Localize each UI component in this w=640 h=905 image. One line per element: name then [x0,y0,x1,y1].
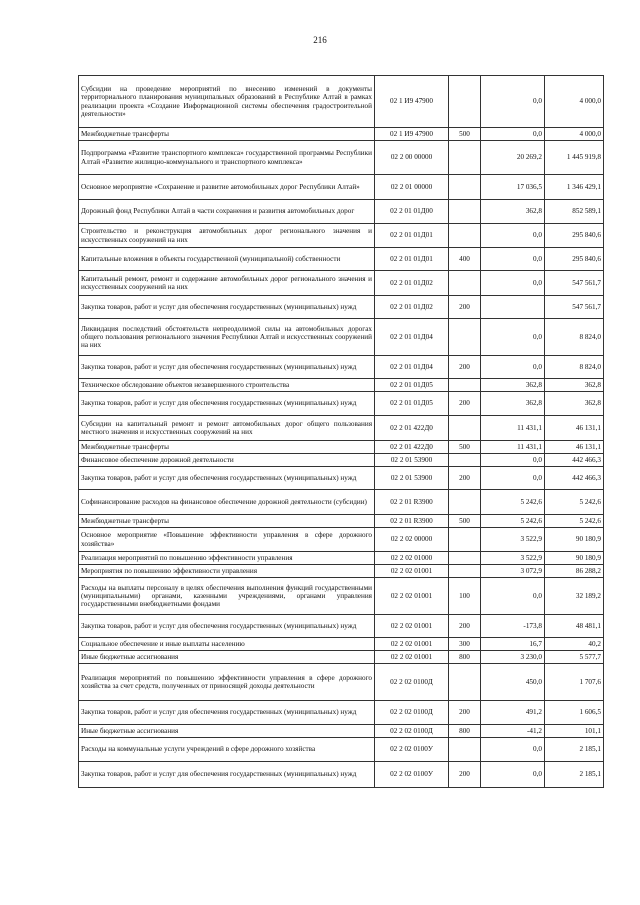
row-expense-type: 100 [449,578,481,615]
row-name: Техническое обследование объектов незавершенного строительства [79,379,375,392]
row-expense-type: 500 [449,441,481,454]
row-change-amount: 0,0 [481,248,545,271]
table-row [79,490,604,515]
table-row [79,651,604,664]
row-name: Субсидии на проведение мероприятий по внесению изменений в документы территориального планирования муниципальных образований в Республике Алтай в рамках реализации проекта «Создание Информационной системы обеспечения градостроительной деятельности» [79,76,375,128]
row-total-amount: 4 000,0 [545,128,604,141]
row-total-amount: 86 288,2 [545,565,604,578]
row-change-amount: 0,0 [481,271,545,296]
row-code: 02 2 01 422Д0 [375,416,449,441]
page-number: 216 [313,35,327,45]
row-code: 02 1 И9 47900 [375,76,449,128]
row-total-amount: 2 185,1 [545,738,604,762]
table-row [79,701,604,725]
row-expense-type [449,175,481,200]
row-expense-type [449,664,481,701]
row-code: 02 2 02 0100Д [375,725,449,738]
row-code: 02 2 02 0100Д [375,701,449,725]
row-change-amount: 0,0 [481,738,545,762]
row-total-amount: 48 481,1 [545,615,604,638]
row-expense-type: 200 [449,392,481,416]
table-row [79,379,604,392]
row-change-amount: 0,0 [481,578,545,615]
row-expense-type: 800 [449,651,481,664]
row-change-amount: 3 072,9 [481,565,545,578]
row-change-amount: 491,2 [481,701,545,725]
row-change-amount: 0,0 [481,76,545,128]
row-expense-type [449,319,481,356]
row-expense-type: 400 [449,248,481,271]
row-code: 02 2 01 01Д05 [375,379,449,392]
row-change-amount: 0,0 [481,224,545,248]
row-code: 02 2 02 0100У [375,738,449,762]
row-name: Закупка товаров, работ и услуг для обеспечения государственных (муниципальных) нужд [79,615,375,638]
row-total-amount: 295 840,6 [545,248,604,271]
row-code: 02 2 02 00000 [375,528,449,552]
row-name: Мероприятия по повышению эффективности управления [79,565,375,578]
row-total-amount: 2 185,1 [545,762,604,788]
table-row [79,271,604,296]
row-expense-type [449,416,481,441]
row-name: Социальное обеспечение и иные выплаты населению [79,638,375,651]
row-code: 02 2 01 01Д05 [375,392,449,416]
row-code: 02 2 01 53900 [375,454,449,467]
row-change-amount [481,296,545,319]
row-name: Основное мероприятие «Повышение эффективности управления в сфере дорожного хозяйства» [79,528,375,552]
row-expense-type [449,271,481,296]
row-name: Реализация мероприятий по повышению эффективности управления в сфере дорожного хозяйства за счет средств, полученных от приносящей доходы деятельности [79,664,375,701]
row-name: Реализация мероприятий по повышению эффективности управления [79,552,375,565]
row-total-amount: 101,1 [545,725,604,738]
table-row [79,416,604,441]
row-expense-type: 200 [449,762,481,788]
row-total-amount: 5 577,7 [545,651,604,664]
row-code: 02 2 02 0100Д [375,664,449,701]
row-change-amount: 5 242,6 [481,515,545,528]
row-change-amount: 3 230,0 [481,651,545,664]
table-row [79,454,604,467]
row-code: 02 1 И9 47900 [375,128,449,141]
row-change-amount: 362,8 [481,392,545,416]
row-name: Подпрограмма «Развитие транспортного комплекса» государственной программы Республики Алтай «Развитие жилищно-коммунального и транспортного комплекса» [79,141,375,175]
row-code: 02 2 01 422Д0 [375,441,449,454]
row-code: 02 2 02 01000 [375,552,449,565]
row-total-amount: 295 840,6 [545,224,604,248]
row-total-amount: 547 561,7 [545,271,604,296]
table-row [79,515,604,528]
row-name: Софинансирование расходов на финансовое обеспечение дорожной деятельности (субсидии) [79,490,375,515]
row-name: Закупка товаров, работ и услуг для обеспечения государственных (муниципальных) нужд [79,296,375,319]
row-name: Закупка товаров, работ и услуг для обеспечения государственных (муниципальных) нужд [79,467,375,490]
table-row [79,296,604,319]
row-expense-type: 300 [449,638,481,651]
row-change-amount: 20 269,2 [481,141,545,175]
table-row [79,467,604,490]
row-expense-type: 500 [449,128,481,141]
row-change-amount: 0,0 [481,319,545,356]
row-expense-type: 200 [449,701,481,725]
row-total-amount: 1 445 919,8 [545,141,604,175]
row-expense-type: 200 [449,467,481,490]
row-change-amount: 11 431,1 [481,441,545,454]
row-change-amount: 0,0 [481,467,545,490]
table-row [79,141,604,175]
row-expense-type [449,141,481,175]
table-row [79,356,604,379]
row-name: Межбюджетные трансферты [79,515,375,528]
row-change-amount: 0,0 [481,454,545,467]
row-total-amount: 5 242,6 [545,490,604,515]
row-change-amount: 11 431,1 [481,416,545,441]
row-expense-type [449,454,481,467]
row-expense-type [449,224,481,248]
row-expense-type: 800 [449,725,481,738]
row-total-amount: 442 466,3 [545,467,604,490]
row-code: 02 2 01 00000 [375,175,449,200]
table-row [79,76,604,128]
row-total-amount: 442 466,3 [545,454,604,467]
row-name: Закупка товаров, работ и услуг для обеспечения государственных (муниципальных) нужд [79,701,375,725]
row-name: Ликвидация последствий обстоятельств непреодолимой силы на автомобильных дорогах общего пользования регионального значения Республики Алтай и искусственных сооружений на них [79,319,375,356]
row-code: 02 2 01 01Д01 [375,248,449,271]
row-name: Закупка товаров, работ и услуг для обеспечения государственных (муниципальных) нужд [79,356,375,379]
row-expense-type: 200 [449,615,481,638]
row-change-amount: 3 522,9 [481,552,545,565]
row-expense-type [449,528,481,552]
row-change-amount: 0,0 [481,128,545,141]
table-row [79,441,604,454]
row-code: 02 2 01 53900 [375,467,449,490]
row-expense-type [449,200,481,224]
row-code: 02 2 02 01001 [375,578,449,615]
row-code: 02 2 01 01Д02 [375,271,449,296]
row-name: Расходы на коммунальные услуги учреждений в сфере дорожного хозяйства [79,738,375,762]
row-change-amount: 3 522,9 [481,528,545,552]
row-total-amount: 1 346 429,1 [545,175,604,200]
row-expense-type: 200 [449,356,481,379]
row-code: 02 2 01 01Д01 [375,224,449,248]
table-row [79,725,604,738]
table-row [79,319,604,356]
table-row [79,200,604,224]
row-code: 02 2 00 00000 [375,141,449,175]
row-name: Дорожный фонд Республики Алтай в части сохранения и развития автомобильных дорог [79,200,375,224]
row-total-amount: 4 000,0 [545,76,604,128]
row-expense-type [449,490,481,515]
row-total-amount: 852 589,1 [545,200,604,224]
table-row [79,565,604,578]
table-row [79,578,604,615]
row-code: 02 2 02 01001 [375,565,449,578]
table-row [79,392,604,416]
row-code: 02 2 01 01Д02 [375,296,449,319]
row-name: Капитальный ремонт, ремонт и содержание автомобильных дорог регионального значения и искусственных сооружений на них [79,271,375,296]
row-total-amount: 46 131,1 [545,441,604,454]
table-row [79,738,604,762]
row-change-amount: -173,8 [481,615,545,638]
row-code: 02 2 02 0100У [375,762,449,788]
row-total-amount: 32 189,2 [545,578,604,615]
row-name: Капитальные вложения в объекты государственной (муниципальной) собственности [79,248,375,271]
row-change-amount: 16,7 [481,638,545,651]
row-expense-type: 500 [449,515,481,528]
row-code: 02 2 02 01001 [375,638,449,651]
table-row [79,128,604,141]
row-total-amount: 90 180,9 [545,552,604,565]
row-total-amount: 8 824,0 [545,356,604,379]
budget-table [78,75,604,788]
row-total-amount: 40,2 [545,638,604,651]
row-expense-type: 200 [449,296,481,319]
row-name: Иные бюджетные ассигнования [79,651,375,664]
row-name: Закупка товаров, работ и услуг для обеспечения государственных (муниципальных) нужд [79,762,375,788]
row-name: Межбюджетные трансферты [79,441,375,454]
table-row [79,615,604,638]
table-row [79,224,604,248]
row-total-amount: 547 561,7 [545,296,604,319]
row-total-amount: 90 180,9 [545,528,604,552]
row-code: 02 2 02 01001 [375,651,449,664]
row-code: 02 2 02 01001 [375,615,449,638]
table-row [79,638,604,651]
row-name: Финансовое обеспечение дорожной деятельности [79,454,375,467]
row-code: 02 2 01 01Д04 [375,356,449,379]
row-expense-type [449,76,481,128]
row-name: Расходы на выплаты персоналу в целях обеспечения выполнения функций государственными (муниципальными) органами, казенными учреждениями, органами управления государственными внебюджетными фондами [79,578,375,615]
row-expense-type [449,565,481,578]
table-row [79,528,604,552]
row-change-amount: 17 036,5 [481,175,545,200]
row-change-amount: -41,2 [481,725,545,738]
row-expense-type [449,552,481,565]
row-code: 02 2 01 R3900 [375,515,449,528]
table-row [79,248,604,271]
row-name: Межбюджетные трансферты [79,128,375,141]
row-change-amount: 0,0 [481,762,545,788]
row-name: Основное мероприятие «Сохранение и развитие автомобильных дорог Республики Алтай» [79,175,375,200]
row-expense-type [449,379,481,392]
table-row [79,664,604,701]
row-change-amount: 0,0 [481,356,545,379]
table-row [79,175,604,200]
row-expense-type [449,738,481,762]
row-code: 02 2 01 R3900 [375,490,449,515]
row-total-amount: 46 131,1 [545,416,604,441]
row-change-amount: 450,0 [481,664,545,701]
row-total-amount: 362,8 [545,392,604,416]
row-name: Иные бюджетные ассигнования [79,725,375,738]
table-row [79,762,604,788]
row-name: Субсидии на капитальный ремонт и ремонт автомобильных дорог общего пользования местного значения и искусственных сооружений на них [79,416,375,441]
table-row [79,552,604,565]
row-total-amount: 1 707,6 [545,664,604,701]
row-total-amount: 8 824,0 [545,319,604,356]
row-change-amount: 5 242,6 [481,490,545,515]
row-change-amount: 362,8 [481,379,545,392]
row-name: Закупка товаров, работ и услуг для обеспечения государственных (муниципальных) нужд [79,392,375,416]
row-total-amount: 5 242,6 [545,515,604,528]
row-name: Строительство и реконструкция автомобильных дорог регионального значения и искусственных сооружений на них [79,224,375,248]
row-total-amount: 1 606,5 [545,701,604,725]
row-total-amount: 362,8 [545,379,604,392]
row-change-amount: 362,8 [481,200,545,224]
row-code: 02 2 01 01Д00 [375,200,449,224]
row-code: 02 2 01 01Д04 [375,319,449,356]
